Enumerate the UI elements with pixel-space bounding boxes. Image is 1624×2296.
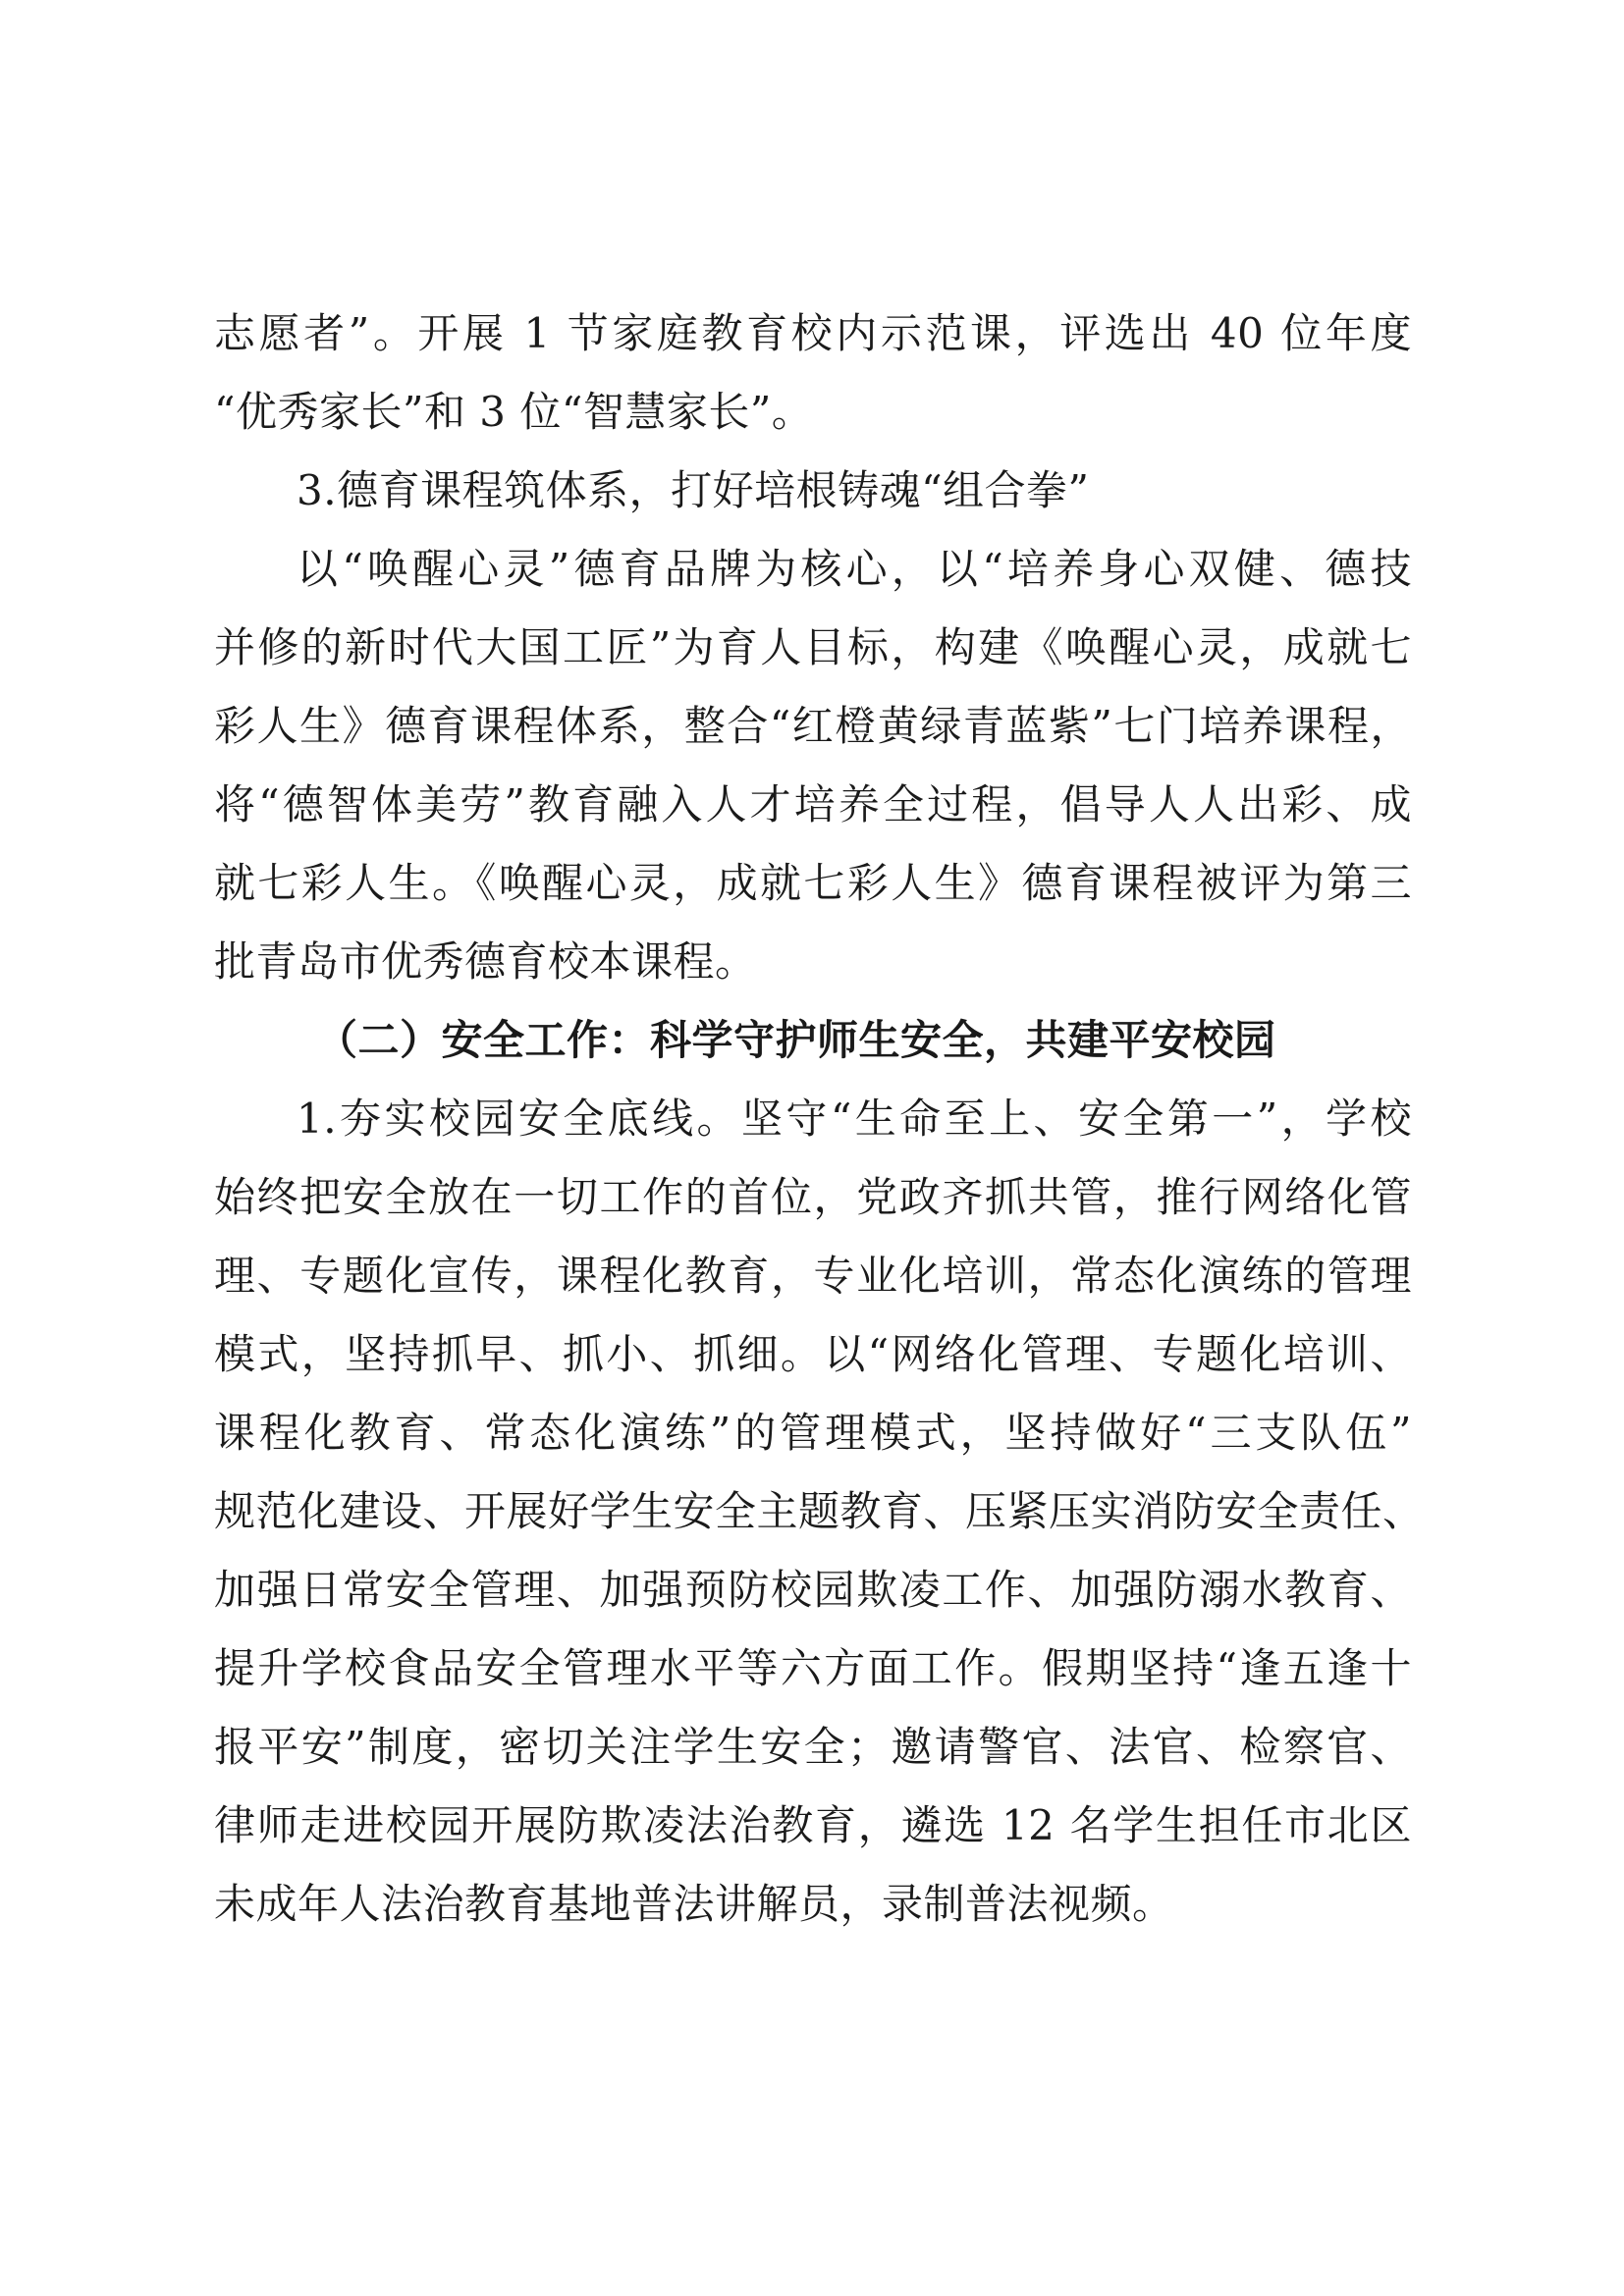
text-line-1: 志愿者”。开展 1 节家庭教育校内示范课，评选出 40 位年度 [214, 309, 1412, 357]
text-line-20: 律师走进校园开展防欺凌法治教育，遴选 12 名学生担任市北区 [214, 1801, 1412, 1849]
text-line-12: 始终把安全放在一切工作的首位，党政齐抓共管，推行网络化管 [214, 1173, 1412, 1221]
text-line-17: 加强日常安全管理、加强预防校园欺凌工作、加强防溺水教育、 [214, 1566, 1412, 1614]
text-line-13: 理、专题化宣传，课程化教育，专业化培训，常态化演练的管理 [214, 1252, 1412, 1300]
text-line-21: 未成年人法治教育基地普法讲解员，录制普法视频。 [214, 1880, 1174, 1928]
section-subheading-3: 3.德育课程筑体系，打好培根铸魂“组合拳” [297, 466, 1090, 514]
section-heading-safety: （二）安全工作：科学守护师生安全，共建平安校园 [316, 1016, 1276, 1064]
text-line-15: 课程化教育、常态化演练”的管理模式，坚持做好“三支队伍” [214, 1409, 1412, 1457]
text-line-5: 并修的新时代大国工匠”为育人目标，构建《唤醒心灵，成就七 [214, 623, 1412, 671]
text-line-18: 提升学校食品安全管理水平等六方面工作。假期坚持“逢五逢十 [214, 1644, 1412, 1692]
text-line-11: 1.夯实校园安全底线。坚守“生命至上、安全第一”，学校 [297, 1095, 1412, 1143]
text-line-7: 将“德智体美劳”教育融入人才培养全过程，倡导人人出彩、成 [214, 780, 1412, 828]
text-line-9: 批青岛市优秀德育校本课程。 [214, 937, 757, 986]
text-line-6: 彩人生》德育课程体系，整合“红橙黄绿青蓝紫”七门培养课程， [214, 702, 1412, 750]
text-line-16: 规范化建设、开展好学生安全主题教育、压紧压实消防安全责任、 [214, 1487, 1425, 1535]
text-line-19: 报平安”制度，密切关注学生安全；邀请警官、法官、检察官、 [214, 1723, 1412, 1771]
text-line-2: “优秀家长”和 3 位“智慧家长”。 [214, 388, 814, 436]
text-line-4: 以“唤醒心灵”德育品牌为核心，以“培养身心双健、德技 [297, 545, 1412, 593]
text-line-8: 就七彩人生。《唤醒心灵，成就七彩人生》德育课程被评为第三 [214, 859, 1412, 907]
text-line-14: 模式，坚持抓早、抓小、抓细。以“网络化管理、专题化培训、 [214, 1330, 1412, 1378]
